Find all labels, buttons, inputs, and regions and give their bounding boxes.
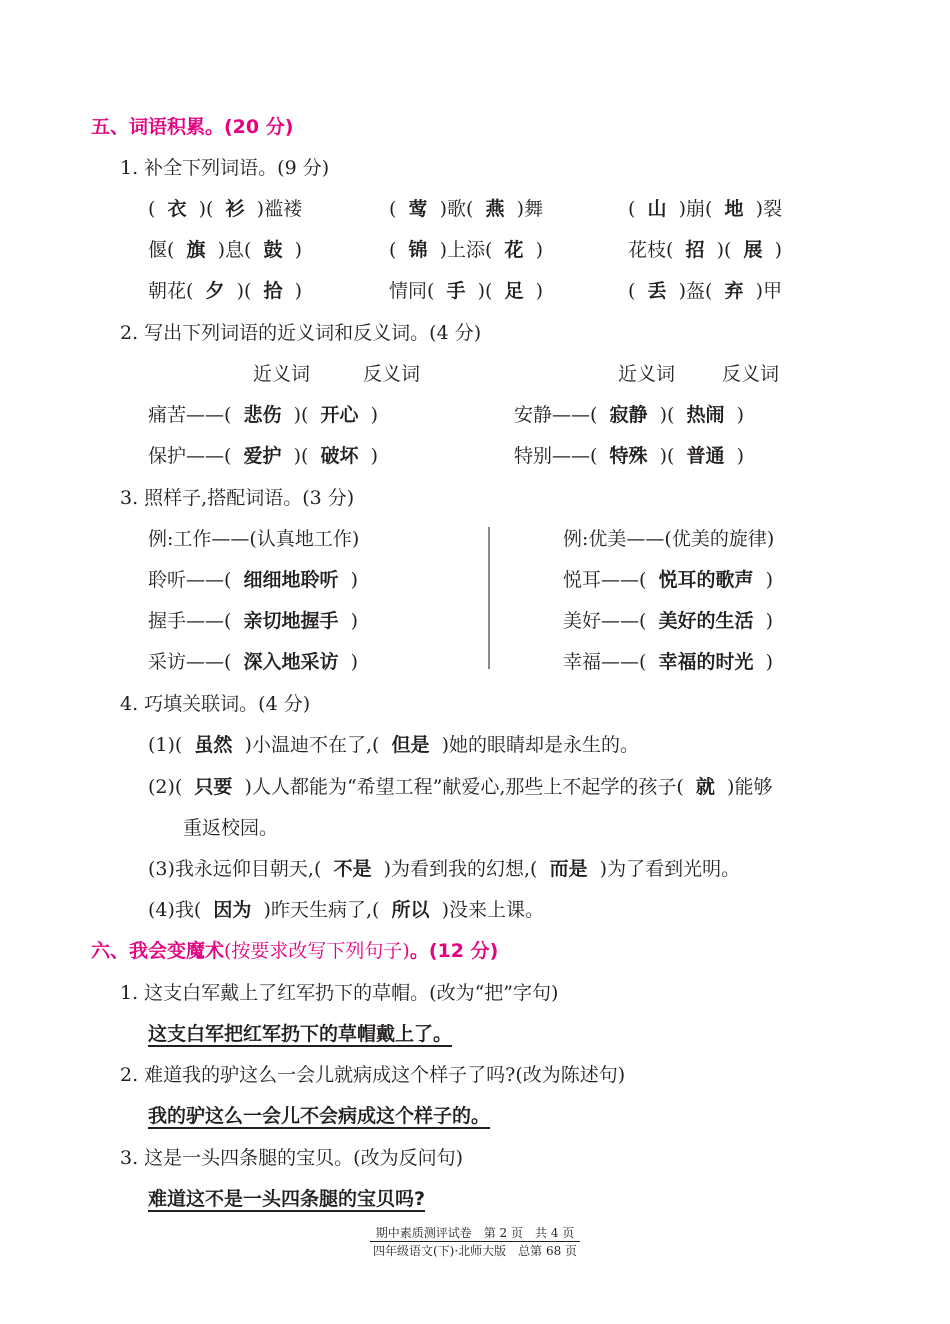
q3-left-item: 握手——( 亲切地握手 )	[148, 610, 359, 632]
answer: 幸福的时光	[658, 651, 754, 673]
answer: 燕	[485, 198, 505, 220]
q3-right-item: 悦耳——( 悦耳的歌声 )	[563, 569, 774, 591]
answer: 夕	[205, 280, 225, 302]
q1-stem: 1. 补全下列词语。(9 分)	[120, 157, 330, 179]
column-divider	[488, 527, 490, 669]
answer: 悦耳的歌声	[658, 569, 754, 591]
answer: 展	[743, 239, 763, 261]
q4-sentence-1: (1)( 虽然 )小温迪不在了,( 但是 )她的眼睛却是永生的。	[148, 734, 640, 756]
section-6-title: 六、我会变魔术(按要求改写下列句子)。(12 分)	[91, 940, 499, 962]
q1-item: 偃( 旗 )息( 鼓 )	[148, 239, 303, 261]
q1-item: ( 莺 )歌( 燕 )舞	[389, 198, 544, 220]
answer: 虽然	[194, 734, 233, 756]
answer: 花	[504, 239, 524, 261]
q3-right-example: 例:优美——(优美的旋律)	[563, 528, 775, 550]
answer: 细细地聆听	[243, 569, 339, 591]
q4-sentence-3: (3)我永远仰目朝天,( 不是 )为看到我的幻想,( 而是 )为了看到光明。	[148, 858, 741, 880]
q2-header-synonym: 近义词	[253, 363, 311, 385]
answer: 深入地采访	[243, 651, 339, 673]
q1-item: 朝花( 夕 )( 拾 )	[148, 280, 303, 302]
q2-item: 安静——( 寂静 )( 热闹 )	[514, 404, 745, 426]
answer: 山	[647, 198, 667, 220]
answer: 鼓	[263, 239, 283, 261]
answer: 衫	[225, 198, 245, 220]
s6-question-3: 3. 这是一头四条腿的宝贝。(改为反问句)	[120, 1147, 463, 1169]
q1-item: ( 丢 )盔( 弃 )甲	[628, 280, 783, 302]
answer: 衣	[167, 198, 187, 220]
answer: 热闹	[686, 404, 725, 426]
answer: 亲切地握手	[243, 610, 339, 632]
s6-question-1: 1. 这支白军戴上了红军扔下的草帽。(改为“把”字句)	[120, 982, 559, 1004]
q2-item: 痛苦——( 悲伤 )( 开心 )	[148, 404, 379, 426]
answer: 寂静	[609, 404, 648, 426]
answer: 丢	[647, 280, 667, 302]
q3-left-example: 例:工作——(认真地工作)	[148, 528, 360, 550]
answer: 就	[695, 776, 715, 798]
q3-left-item: 采访——( 深入地采访 )	[148, 651, 359, 673]
q4-stem: 4. 巧填关联词。(4 分)	[120, 693, 311, 715]
q2-stem: 2. 写出下列词语的近义词和反义词。(4 分)	[120, 322, 482, 344]
q3-stem: 3. 照样子,搭配词语。(3 分)	[120, 487, 355, 509]
answer: 旗	[186, 239, 206, 261]
answer: 手	[446, 280, 466, 302]
s6-answer-2: 我的驴这么一会儿不会病成这个样子的。	[148, 1105, 491, 1127]
q2-item: 保护——( 爱护 )( 破坏 )	[148, 445, 379, 467]
answer: 锦	[408, 239, 428, 261]
answer: 开心	[320, 404, 359, 426]
answer: 美好的生活	[658, 610, 754, 632]
answer: 爱护	[243, 445, 282, 467]
answer: 足	[504, 280, 524, 302]
q1-item: 花枝( 招 )( 展 )	[628, 239, 783, 261]
q4-sentence-2-continued: 重返校园。	[183, 817, 279, 839]
answer: 但是	[391, 734, 430, 756]
answer: 所以	[391, 899, 430, 921]
answer: 弃	[724, 280, 744, 302]
section-5-title: 五、词语积累。(20 分)	[91, 116, 294, 138]
s6-answer-3: 难道这不是一头四条腿的宝贝吗?	[148, 1188, 426, 1210]
answer: 莺	[408, 198, 428, 220]
q2-header-synonym: 近义词	[618, 363, 676, 385]
q2-item: 特别——( 特殊 )( 普通 )	[514, 445, 745, 467]
s6-answer-1: 这支白军把红军扔下的草帽戴上了。	[148, 1023, 453, 1045]
q1-item: ( 山 )崩( 地 )裂	[628, 198, 783, 220]
answer: 而是	[549, 858, 588, 880]
s6-question-2: 2. 难道我的驴这么一会儿就病成这个样子了吗?(改为陈述句)	[120, 1064, 626, 1086]
answer: 拾	[263, 280, 283, 302]
q2-header-antonym: 反义词	[722, 363, 780, 385]
q1-item: ( 锦 )上添( 花 )	[389, 239, 544, 261]
q3-left-item: 聆听——( 细细地聆听 )	[148, 569, 359, 591]
answer: 因为	[213, 899, 252, 921]
footer-book-info: 四年级语文(下)·北师大版 总第 68 页	[372, 1244, 578, 1258]
q4-sentence-2: (2)( 只要 )人人都能为“希望工程”献爱心,那些上不起学的孩子( 就 )能够	[148, 776, 773, 798]
answer: 地	[724, 198, 744, 220]
q1-item: ( 衣 )( 衫 )褴褛	[148, 198, 303, 220]
q3-right-item: 幸福——( 幸福的时光 )	[563, 651, 774, 673]
answer: 不是	[333, 858, 372, 880]
answer: 特殊	[609, 445, 648, 467]
answer: 只要	[194, 776, 233, 798]
footer-page-info: 期中素质测评试卷 第 2 页 共 4 页	[0, 1225, 950, 1242]
answer: 普通	[686, 445, 725, 467]
answer: 招	[685, 239, 705, 261]
q4-sentence-4: (4)我( 因为 )昨天生病了,( 所以 )没来上课。	[148, 899, 545, 921]
q1-item: 情同( 手 )( 足 )	[389, 280, 544, 302]
q3-right-item: 美好——( 美好的生活 )	[563, 610, 774, 632]
answer: 悲伤	[243, 404, 282, 426]
answer: 破坏	[320, 445, 359, 467]
q2-header-antonym: 反义词	[363, 363, 421, 385]
